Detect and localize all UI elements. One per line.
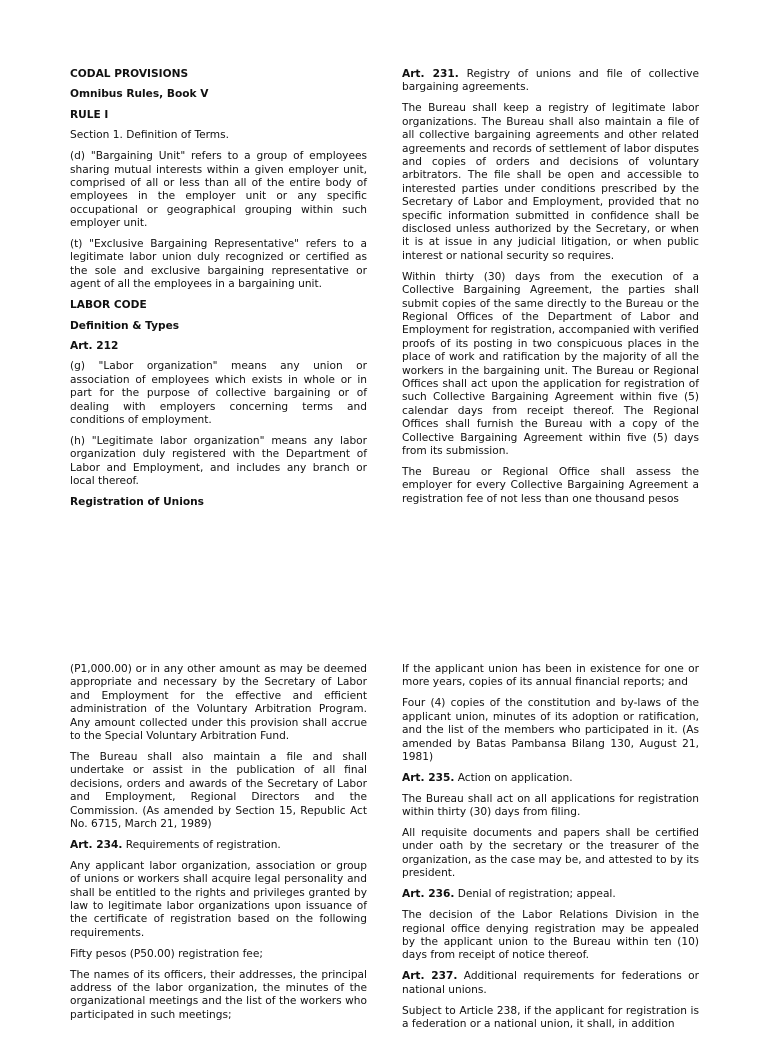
- paragraph: (d) "Bargaining Unit" refers to a group of employees sharing mutual interests within a given employer unit, comprised of all or less than all of the entire body of employees in the employer unit or any specific occupational or geographical grouping within such employer unit.: [70, 150, 367, 230]
- section-heading: RULE I: [70, 108, 109, 121]
- paragraph: The Bureau or Regional Office shall assess the employer for every Collective Bargaining Agreement a registration fee of not less than one thousand pesos: [402, 465, 699, 505]
- paragraph: The names of its officers, their addresses, the principal address of the labor organization, the minutes of the organizational meetings and the list of the workers who participated in such meetings;: [70, 968, 367, 1021]
- article-title: Additional requirements for federations or national unions.: [402, 970, 699, 996]
- article-title: Registry of unions and file of collective bargaining agreements.: [402, 68, 699, 94]
- right-column: [402, 68, 699, 514]
- paragraph: Subject to Article 238, if the applicant for registration is a federation or a national union, it shall, in addition: [402, 1004, 699, 1030]
- article-heading: [402, 68, 699, 95]
- paragraph: The decision of the Labor Relations Division in the regional office denying registration may be appealed by the applicant union to the Bureau within ten (10) days from receipt of notice thereof.: [402, 909, 699, 962]
- section-heading: CODAL PROVISIONS: [70, 68, 189, 80]
- article-number: Art. 235.: [402, 771, 455, 784]
- paragraph: Four (4) copies of the constitution and by-laws of the applicant union, minutes of its adoption or ratification, and the list of the members who participated in it. (As amended by Batas Pambansa Bilang 130, August 21, 1981): [402, 697, 699, 763]
- paragraph: (h) "Legitimate labor organization" means any labor organization duly registered with the Department of Labor and Employment, and includes any branch or local thereof.: [70, 434, 367, 488]
- article-title: Requirements of registration.: [122, 838, 281, 851]
- paragraph: Any applicant labor organization, association or group of unions or workers shall acquire legal personality and shall be entitled to the rights and privileges granted by law to legitimate labor organizations upon issuance of the certificate of registration based on the following requirements.: [70, 859, 367, 939]
- paragraph: Fifty pesos (P50.00) registration fee;: [70, 947, 263, 960]
- article-heading: [70, 839, 367, 852]
- paragraph: Section 1. Definition of Terms.: [70, 129, 230, 142]
- article-heading: [402, 772, 699, 785]
- article-number: Art. 236.: [402, 888, 455, 901]
- document-page-bottom: [0, 655, 768, 1030]
- article-number: Art. 231.: [402, 68, 459, 80]
- article-title: Denial of registration; appeal.: [454, 888, 616, 901]
- article-number: Art. 234.: [70, 838, 123, 851]
- article-heading: [402, 888, 699, 901]
- article-number: Art. 237.: [402, 970, 458, 983]
- paragraph: All requisite documents and papers shall be certified under oath by the secretary or the treasurer of the organization, as the case may be, and attested to by its president.: [402, 827, 699, 880]
- paragraph: (t) "Exclusive Bargaining Representative" refers to a legitimate labor union duly recognized or certified as the sole and exclusive bargaining representative or agent of all the employees in a bargaining unit.: [70, 238, 367, 291]
- section-heading: Omnibus Rules, Book V: [70, 88, 209, 101]
- paragraph: (g) "Labor organization" means any union or association of employees which exists in whole or in part for the purpose of collective bargaining or of dealing with employers concerning terms and conditions of employment.: [70, 360, 367, 427]
- article-title: Action on application.: [454, 771, 573, 784]
- paragraph: Within thirty (30) days from the execution of a Collective Bargaining Agreement, the parties shall submit copies of the same directly to the Bureau or the Regional Offices of the Department of Labor and Employment for registration, accompanied with verified proofs of its posting in two conspicuous places in the place of work and ratification by the majority of all the workers in the bargaining unit. The Bureau or Regional Offices shall act upon the application for registration of such Collective Bargaining Agreement within five (5) calendar days from receipt thereof. The Regional Offices shall furnish the Bureau with a copy of the Collective Bargaining Agreement within five (5) days from its submission.: [402, 270, 699, 457]
- left-column: [70, 68, 367, 516]
- section-heading: Art. 212: [70, 340, 119, 352]
- paragraph: The Bureau shall keep a registry of legitimate labor organizations. The Bureau shall also maintain a file of all collective bargaining agreements and other related agreements and records of settlement of labor disputes and copies of orders and decisions of voluntary arbitrators. The file shall be open and accessible to interested parties under conditions prescribed by the Secretary of Labor and Employment, provided that no specific information submitted in confidence shall be disclosed unless authorized by the Secretary, or when it is at issue in any judicial litigation, or when public interest or national security so requires.: [402, 102, 699, 262]
- paragraph: (P1,000.00) or in any other amount as may be deemed appropriate and necessary by the Secretary of Labor and Employment for the effective and efficient administration of the Voluntary Arbitration Program. Any amount collected under this provision shall accrue to the Special Voluntary Arbitration Fund.: [70, 663, 367, 743]
- right-column: [402, 663, 699, 1039]
- paragraph: The Bureau shall also maintain a file and shall undertake or assist in the publication of all final decisions, orders and awards of the Secretary of Labor and Employment, Regional Directors and the Commission. (As amended by Section 15, Republic Act No. 6715, March 21, 1989): [70, 750, 367, 830]
- section-heading: LABOR CODE: [70, 299, 147, 312]
- left-column: [70, 663, 367, 1030]
- paragraph: If the applicant union has been in existence for one or more years, copies of its annual financial reports; and: [402, 663, 699, 689]
- paragraph: The Bureau shall act on all applications for registration within thirty (30) days from filing.: [402, 792, 699, 819]
- article-heading: [402, 970, 699, 997]
- section-heading: Registration of Unions: [70, 496, 204, 509]
- section-heading: Definition & Types: [70, 319, 180, 332]
